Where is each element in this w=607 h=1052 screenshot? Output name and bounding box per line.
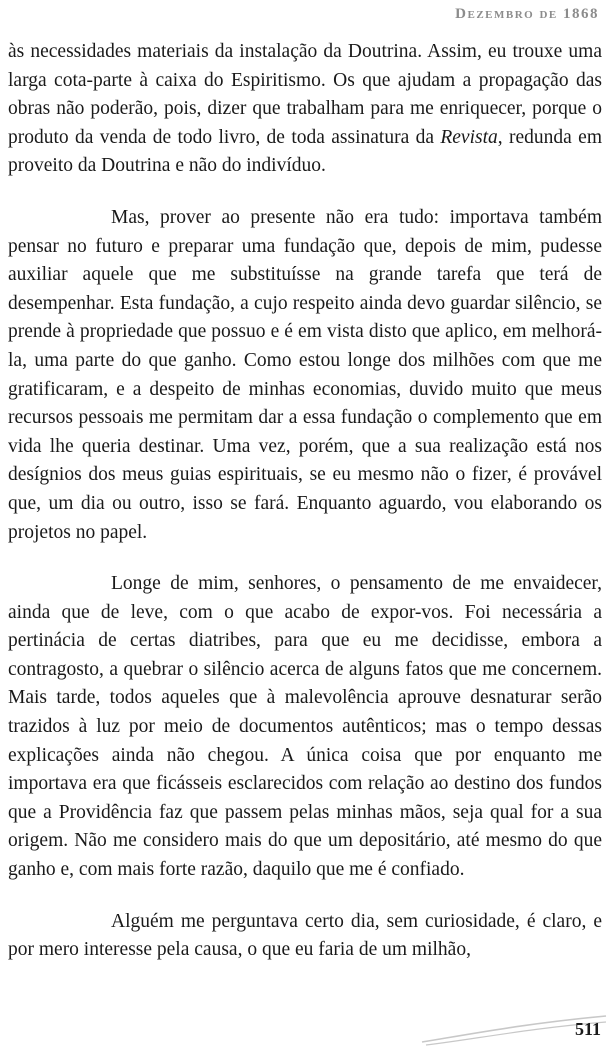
body-paragraph	[8, 204, 602, 547]
italic-title-text: Revista	[440, 126, 498, 148]
paragraph-text: Alguém me perguntava certo dia, sem curiosidade, é claro, e por mero interesse pela causa, o que eu faria de um milhão,	[8, 910, 602, 961]
paragraph-text: , redunda em proveito da Doutrina e não do indivíduo.	[8, 126, 602, 177]
page-number: 511	[574, 1019, 601, 1039]
running-header: Dezembro de 1868	[455, 6, 599, 22]
body-paragraph	[8, 908, 602, 965]
body-paragraph	[8, 38, 602, 181]
paragraph-text: Mas, prover ao presente não era tudo: importava também pensar no futuro e preparar uma fundação que, depois de mim, pudesse auxiliar aquele que me substituísse na grande tarefa que terá de desempenhar. Esta fundação, a cujo respeito ainda devo guardar silêncio, se prende à propriedade que possuo e é em vista disto que aplico, em melhorá-la, uma parte do que ganho. Como estou longe dos milhões com que me gratificaram, e a despeito de minhas economias, duvido muito que meus recursos pessoais me permitam dar a essa fundação o complemento que em vida lhe queria destinar. Uma vez, porém, que a sua realização está nos desígnios dos meus guias espirituais, se eu mesmo não o fizer, é provável que, um dia ou outro, isso se fará. Enquanto aguardo, vou elaborando os projetos no papel.	[8, 206, 602, 543]
paragraph-text: às necessidades materiais da instalação da Doutrina. Assim, eu trouxe uma larga cota-parte à caixa do Espiritismo. Os que ajudam a propagação das obras não poderão, pois, dizer que trabalham para me enriquecer, porque o produto da venda de todo livro, de toda assinatura da	[8, 41, 602, 148]
paragraph-text: Longe de mim, senhores, o pensamento de me envaidecer, ainda que de leve, com o que acabo de expor-vos. Foi necessária a pertinácia de certas diatribes, para que eu me decidisse, embora a contragosto, a quebrar o silêncio acerca de alguns fatos que me concernem. Mais tarde, todos aqueles que à malevolência aprouve desnaturar serão trazidos à luz por meio de documentos autênticos; mas o tempo dessas explicações ainda não chegou. A única coisa que por enquanto me importava era que ficásseis esclarecidos com relação ao destino dos fundos que a Providência faz que passem pelas minhas mãos, seja qual for a sua origem. Não me considero mais do que um depositário, até mesmo do que ganho e, com mais forte razão, daquilo que me é confiado.	[8, 573, 602, 881]
body-paragraph	[8, 570, 602, 885]
page-body	[8, 38, 602, 965]
